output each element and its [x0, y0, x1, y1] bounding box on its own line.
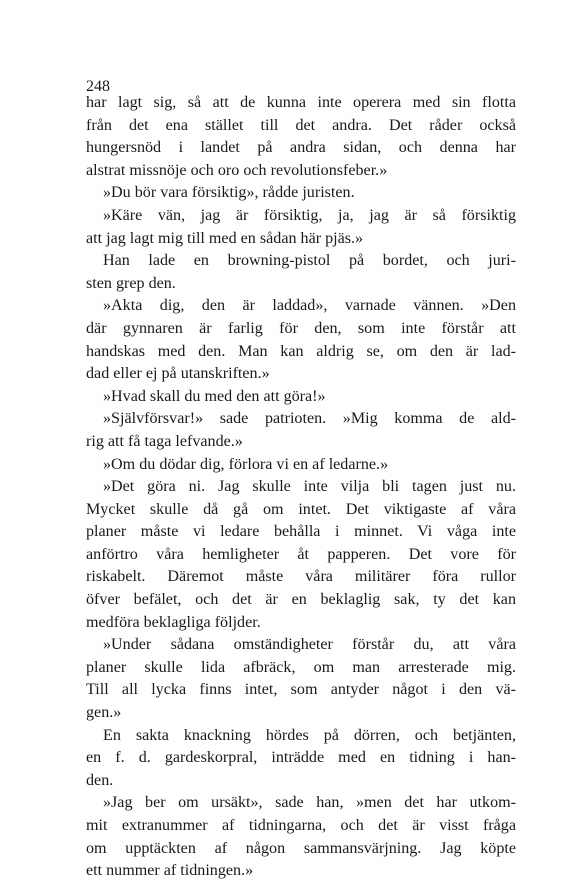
text-line: planer skulle lida afbräck, om man arresterade mig. — [86, 658, 516, 676]
text-line: rig att få taga lefvande.» — [86, 432, 243, 450]
text-line: dad eller ej på utanskriften.» — [86, 365, 270, 383]
text-line: från det ena stället till det andra. Det råder också — [86, 116, 516, 134]
text-line: har lagt sig, så att de kunna inte operera med sin flotta — [86, 94, 516, 111]
text-line: anförtro våra hemligheter åt papperen. Det vore för — [86, 545, 516, 563]
body-text — [86, 92, 516, 883]
text-line: alstrat missnöje och oro och revolutionsfeber.» — [86, 161, 388, 179]
text-line: den. — [86, 771, 114, 789]
text-line: planer måste vi ledare behålla i minnet. Vi våga inte — [86, 523, 516, 541]
text-line: medföra beklagliga följder. — [86, 613, 261, 631]
text-line: Mycket skulle då gå om intet. Det viktigaste af våra — [86, 500, 516, 518]
text-line: En sakta knackning hördes på dörren, och betjänten, — [103, 726, 516, 744]
text-line: mit extranummer af tidningarna, och det är visst fråga — [86, 817, 516, 834]
text-line: »Jag ber om ursäkt», sade han, »men det har utkom- — [103, 794, 516, 812]
text-line: hungersnöd i landet på andra sidan, och denna har — [86, 139, 516, 157]
text-line: ett nummer af tidningen.» — [86, 862, 254, 880]
text-line: Till all lycka finns intet, som antyder något i den vä- — [86, 681, 516, 699]
text-line: »Självförsvar!» sade patrioten. »Mig komma de ald- — [103, 410, 516, 428]
text-line: om upptäckten af någon sammansvärjning. Jag köpte — [86, 839, 516, 857]
text-line: »Akta dig, den är laddad», varnade vännen. »Den — [103, 297, 516, 315]
text-line: riskabelt. Däremot måste våra militärer föra rullor — [86, 568, 516, 586]
text-line: »Käre vän, jag är försiktig, ja, jag är så försiktig — [103, 206, 516, 224]
text-line: handskas med den. Man kan aldrig se, om den är lad- — [86, 342, 516, 360]
text-line: »Under sådana omständigheter förstår du, att våra — [103, 636, 516, 654]
text-line: »Du bör vara försiktig», rådde juristen. — [103, 184, 355, 202]
text-line: »Det göra ni. Jag skulle inte vilja bli tagen just nu. — [103, 478, 516, 496]
text-line: att jag lagt mig till med en sådan här pjäs.» — [86, 229, 364, 247]
text-line: där gynnaren är farlig för den, som inte förstår att — [86, 319, 516, 337]
text-line: »Om du dödar dig, förlora vi en af ledarne.» — [103, 455, 389, 473]
text-line: Han lade en browning-pistol på bordet, och juri- — [103, 252, 516, 270]
page-number: 248 — [86, 78, 110, 95]
text-line: sten grep den. — [86, 274, 176, 292]
text-line: en f. d. gardeskorpral, inträdde med en tidning i han- — [86, 749, 516, 767]
text-line: öfver befälet, och det är en beklaglig sak, ty det kan — [86, 591, 516, 609]
text-line: gen.» — [86, 704, 122, 722]
text-line: »Hvad skall du med den att göra!» — [103, 387, 326, 405]
